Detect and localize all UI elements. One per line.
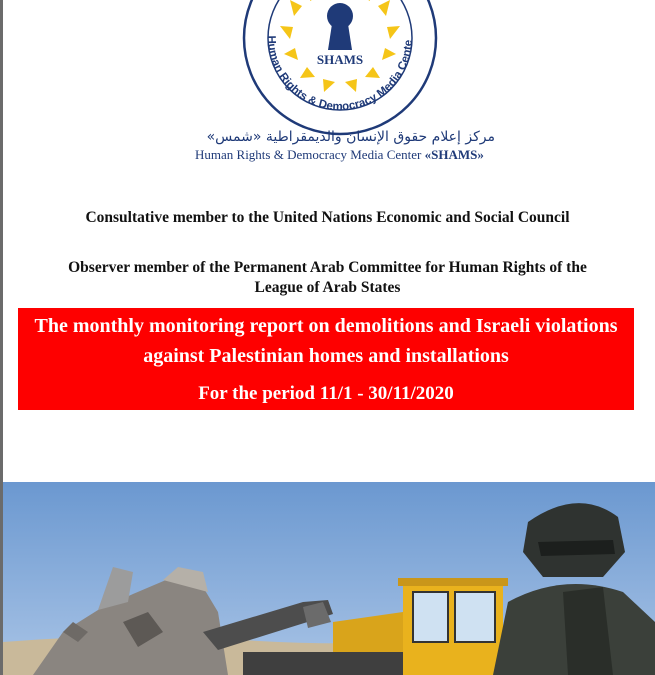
un-membership-text: Consultative member to the United Nations Economic and Social Council xyxy=(85,209,570,226)
cover-photo xyxy=(3,482,655,675)
logo-center-text: SHAMS xyxy=(316,52,364,67)
shams-logo xyxy=(240,0,440,138)
arab-league-membership-text: Observer member of the Permanent Arab Committee for Human Rights of the League of Arab States xyxy=(68,259,587,296)
report-title: The monthly monitoring report on demolitions and Israeli violations against Palestinian homes and installations xyxy=(34,315,618,367)
report-period: For the period 11/1 - 30/11/2020 xyxy=(198,383,454,404)
logo-ring-text: Human Rights & Democracy Media Cente xyxy=(264,35,416,114)
org-english-name: Human Rights & Democracy Media Center «SHAMS» xyxy=(195,147,484,162)
org-arabic-name: مركز إعلام حقوق الإنسان والديمقراطية «شمس» xyxy=(206,129,495,145)
org-name-block xyxy=(195,128,515,163)
report-title-banner xyxy=(18,308,634,410)
